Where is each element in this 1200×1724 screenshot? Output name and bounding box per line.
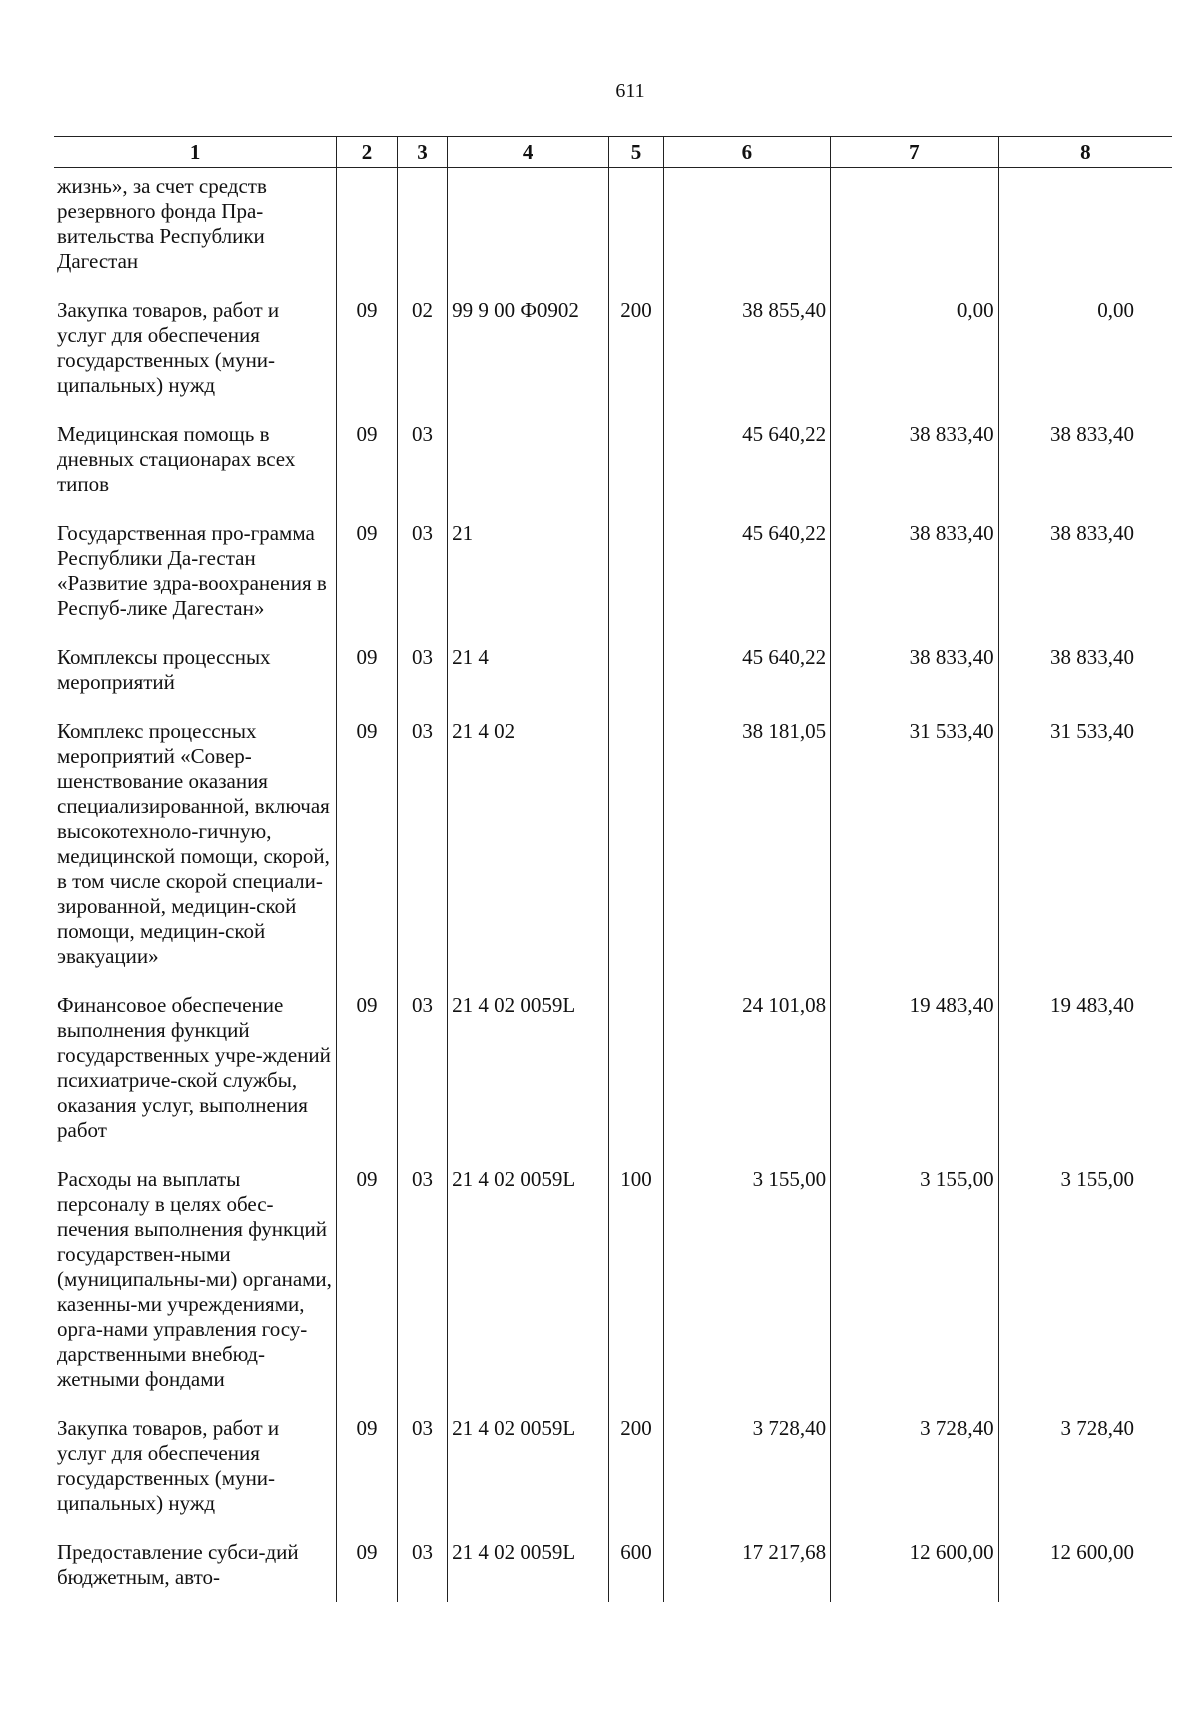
row-name-cell: Закупка товаров, работ и услуг для обеспечения государственных (муни-ципальных) нужд [54, 298, 337, 422]
amount-col7-cell: 38 833,40 [831, 521, 998, 645]
amount-col6-cell [663, 168, 830, 299]
table-row [54, 993, 1172, 1167]
column-header: 2 [337, 137, 398, 168]
table-row [54, 1416, 1172, 1540]
table-row [54, 168, 1172, 299]
section-code-cell: 09 [337, 719, 398, 993]
amount-col6-cell: 38 181,05 [663, 719, 830, 993]
target-article-cell: 21 4 02 [448, 719, 609, 993]
amount-col6-cell: 45 640,22 [663, 422, 830, 521]
subsection-code-cell: 03 [397, 993, 447, 1167]
section-code-cell [337, 168, 398, 299]
expense-type-cell [609, 521, 663, 645]
table-row [54, 719, 1172, 993]
table-row [54, 1540, 1172, 1602]
subsection-code-cell: 03 [397, 1540, 447, 1602]
amount-col7-cell: 31 533,40 [831, 719, 998, 993]
subsection-code-cell [397, 168, 447, 299]
row-name-cell: Предоставление субси-дий бюджетным, авто- [54, 1540, 337, 1602]
table-header-row [54, 137, 1172, 168]
row-name-cell: Закупка товаров, работ и услуг для обеспечения государственных (муни-ципальных) нужд [54, 1416, 337, 1540]
subsection-code-cell: 03 [397, 645, 447, 719]
subsection-code-cell: 03 [397, 521, 447, 645]
expense-type-cell: 200 [609, 298, 663, 422]
expense-type-cell: 200 [609, 1416, 663, 1540]
row-name-cell: Медицинская помощь в дневных стационарах всех типов [54, 422, 337, 521]
amount-col6-cell: 38 855,40 [663, 298, 830, 422]
target-article-cell: 21 4 02 0059L [448, 1416, 609, 1540]
amount-col7-cell: 38 833,40 [831, 422, 998, 521]
table-row [54, 422, 1172, 521]
section-code-cell: 09 [337, 1167, 398, 1416]
column-header: 5 [609, 137, 663, 168]
target-article-cell: 21 [448, 521, 609, 645]
table-row [54, 298, 1172, 422]
amount-col8-cell: 38 833,40 [998, 521, 1172, 645]
expense-type-cell [609, 719, 663, 993]
amount-col7-cell: 12 600,00 [831, 1540, 998, 1602]
column-header: 1 [54, 137, 337, 168]
amount-col8-cell: 3 155,00 [998, 1167, 1172, 1416]
subsection-code-cell: 03 [397, 719, 447, 993]
amount-col7-cell: 3 155,00 [831, 1167, 998, 1416]
section-code-cell: 09 [337, 298, 398, 422]
section-code-cell: 09 [337, 521, 398, 645]
expense-type-cell: 100 [609, 1167, 663, 1416]
section-code-cell: 09 [337, 645, 398, 719]
column-header: 3 [397, 137, 447, 168]
expense-type-cell [609, 645, 663, 719]
table-row [54, 521, 1172, 645]
expense-type-cell: 600 [609, 1540, 663, 1602]
row-name-cell: Комплексы процессных мероприятий [54, 645, 337, 719]
column-header: 8 [998, 137, 1172, 168]
expense-type-cell [609, 168, 663, 299]
subsection-code-cell: 02 [397, 298, 447, 422]
amount-col8-cell: 0,00 [998, 298, 1172, 422]
table-row [54, 645, 1172, 719]
subsection-code-cell: 03 [397, 422, 447, 521]
amount-col6-cell: 45 640,22 [663, 645, 830, 719]
amount-col7-cell [831, 168, 998, 299]
row-name-cell: жизнь», за счет средств резервного фонда Пра-вительства Республики Дагестан [54, 168, 337, 299]
budget-table [54, 136, 1172, 1602]
amount-col6-cell: 3 155,00 [663, 1167, 830, 1416]
row-name-cell: Расходы на выплаты персоналу в целях обес-печения выполнения функций государствен-ными (муниципальны-ми) органами, казенны-ми учреждениями, орга-нами управления госу-дарственными внебюд-жетными фондами [54, 1167, 337, 1416]
target-article-cell: 21 4 02 0059L [448, 1167, 609, 1416]
section-code-cell: 09 [337, 422, 398, 521]
target-article-cell: 21 4 02 0059L [448, 993, 609, 1167]
amount-col8-cell: 19 483,40 [998, 993, 1172, 1167]
section-code-cell: 09 [337, 1540, 398, 1602]
amount-col8-cell: 31 533,40 [998, 719, 1172, 993]
amount-col7-cell: 0,00 [831, 298, 998, 422]
amount-col8-cell: 38 833,40 [998, 422, 1172, 521]
amount-col6-cell: 45 640,22 [663, 521, 830, 645]
amount-col8-cell: 3 728,40 [998, 1416, 1172, 1540]
row-name-cell: Финансовое обеспечение выполнения функций государственных учре-ждений психиатриче-ской службы, оказания услуг, выполнения работ [54, 993, 337, 1167]
page-number: 611 [615, 80, 645, 102]
row-name-cell: Комплекс процессных мероприятий «Совер-шенствование оказания специализированной, включая высокотехноло-гичную, медицинской помощи, скорой, в том числе скорой специали-зированной, медицин-ской помощи, медицин-ской эвакуации» [54, 719, 337, 993]
subsection-code-cell: 03 [397, 1416, 447, 1540]
amount-col6-cell: 3 728,40 [663, 1416, 830, 1540]
section-code-cell: 09 [337, 993, 398, 1167]
column-header: 6 [663, 137, 830, 168]
amount-col6-cell: 24 101,08 [663, 993, 830, 1167]
amount-col7-cell: 3 728,40 [831, 1416, 998, 1540]
amount-col7-cell: 19 483,40 [831, 993, 998, 1167]
column-header: 4 [448, 137, 609, 168]
row-name-cell: Государственная про-грамма Республики Да-гестан «Развитие здра-воохранения в Респуб-лике Дагестан» [54, 521, 337, 645]
table-row [54, 1167, 1172, 1416]
section-code-cell: 09 [337, 1416, 398, 1540]
target-article-cell: 99 9 00 Ф0902 [448, 298, 609, 422]
expense-type-cell [609, 993, 663, 1167]
column-header: 7 [831, 137, 998, 168]
amount-col7-cell: 38 833,40 [831, 645, 998, 719]
target-article-cell: 21 4 02 0059L [448, 1540, 609, 1602]
subsection-code-cell: 03 [397, 1167, 447, 1416]
amount-col8-cell: 12 600,00 [998, 1540, 1172, 1602]
target-article-cell: 21 4 [448, 645, 609, 719]
expense-type-cell [609, 422, 663, 521]
target-article-cell [448, 422, 609, 521]
amount-col8-cell: 38 833,40 [998, 645, 1172, 719]
amount-col6-cell: 17 217,68 [663, 1540, 830, 1602]
amount-col8-cell [998, 168, 1172, 299]
target-article-cell [448, 168, 609, 299]
